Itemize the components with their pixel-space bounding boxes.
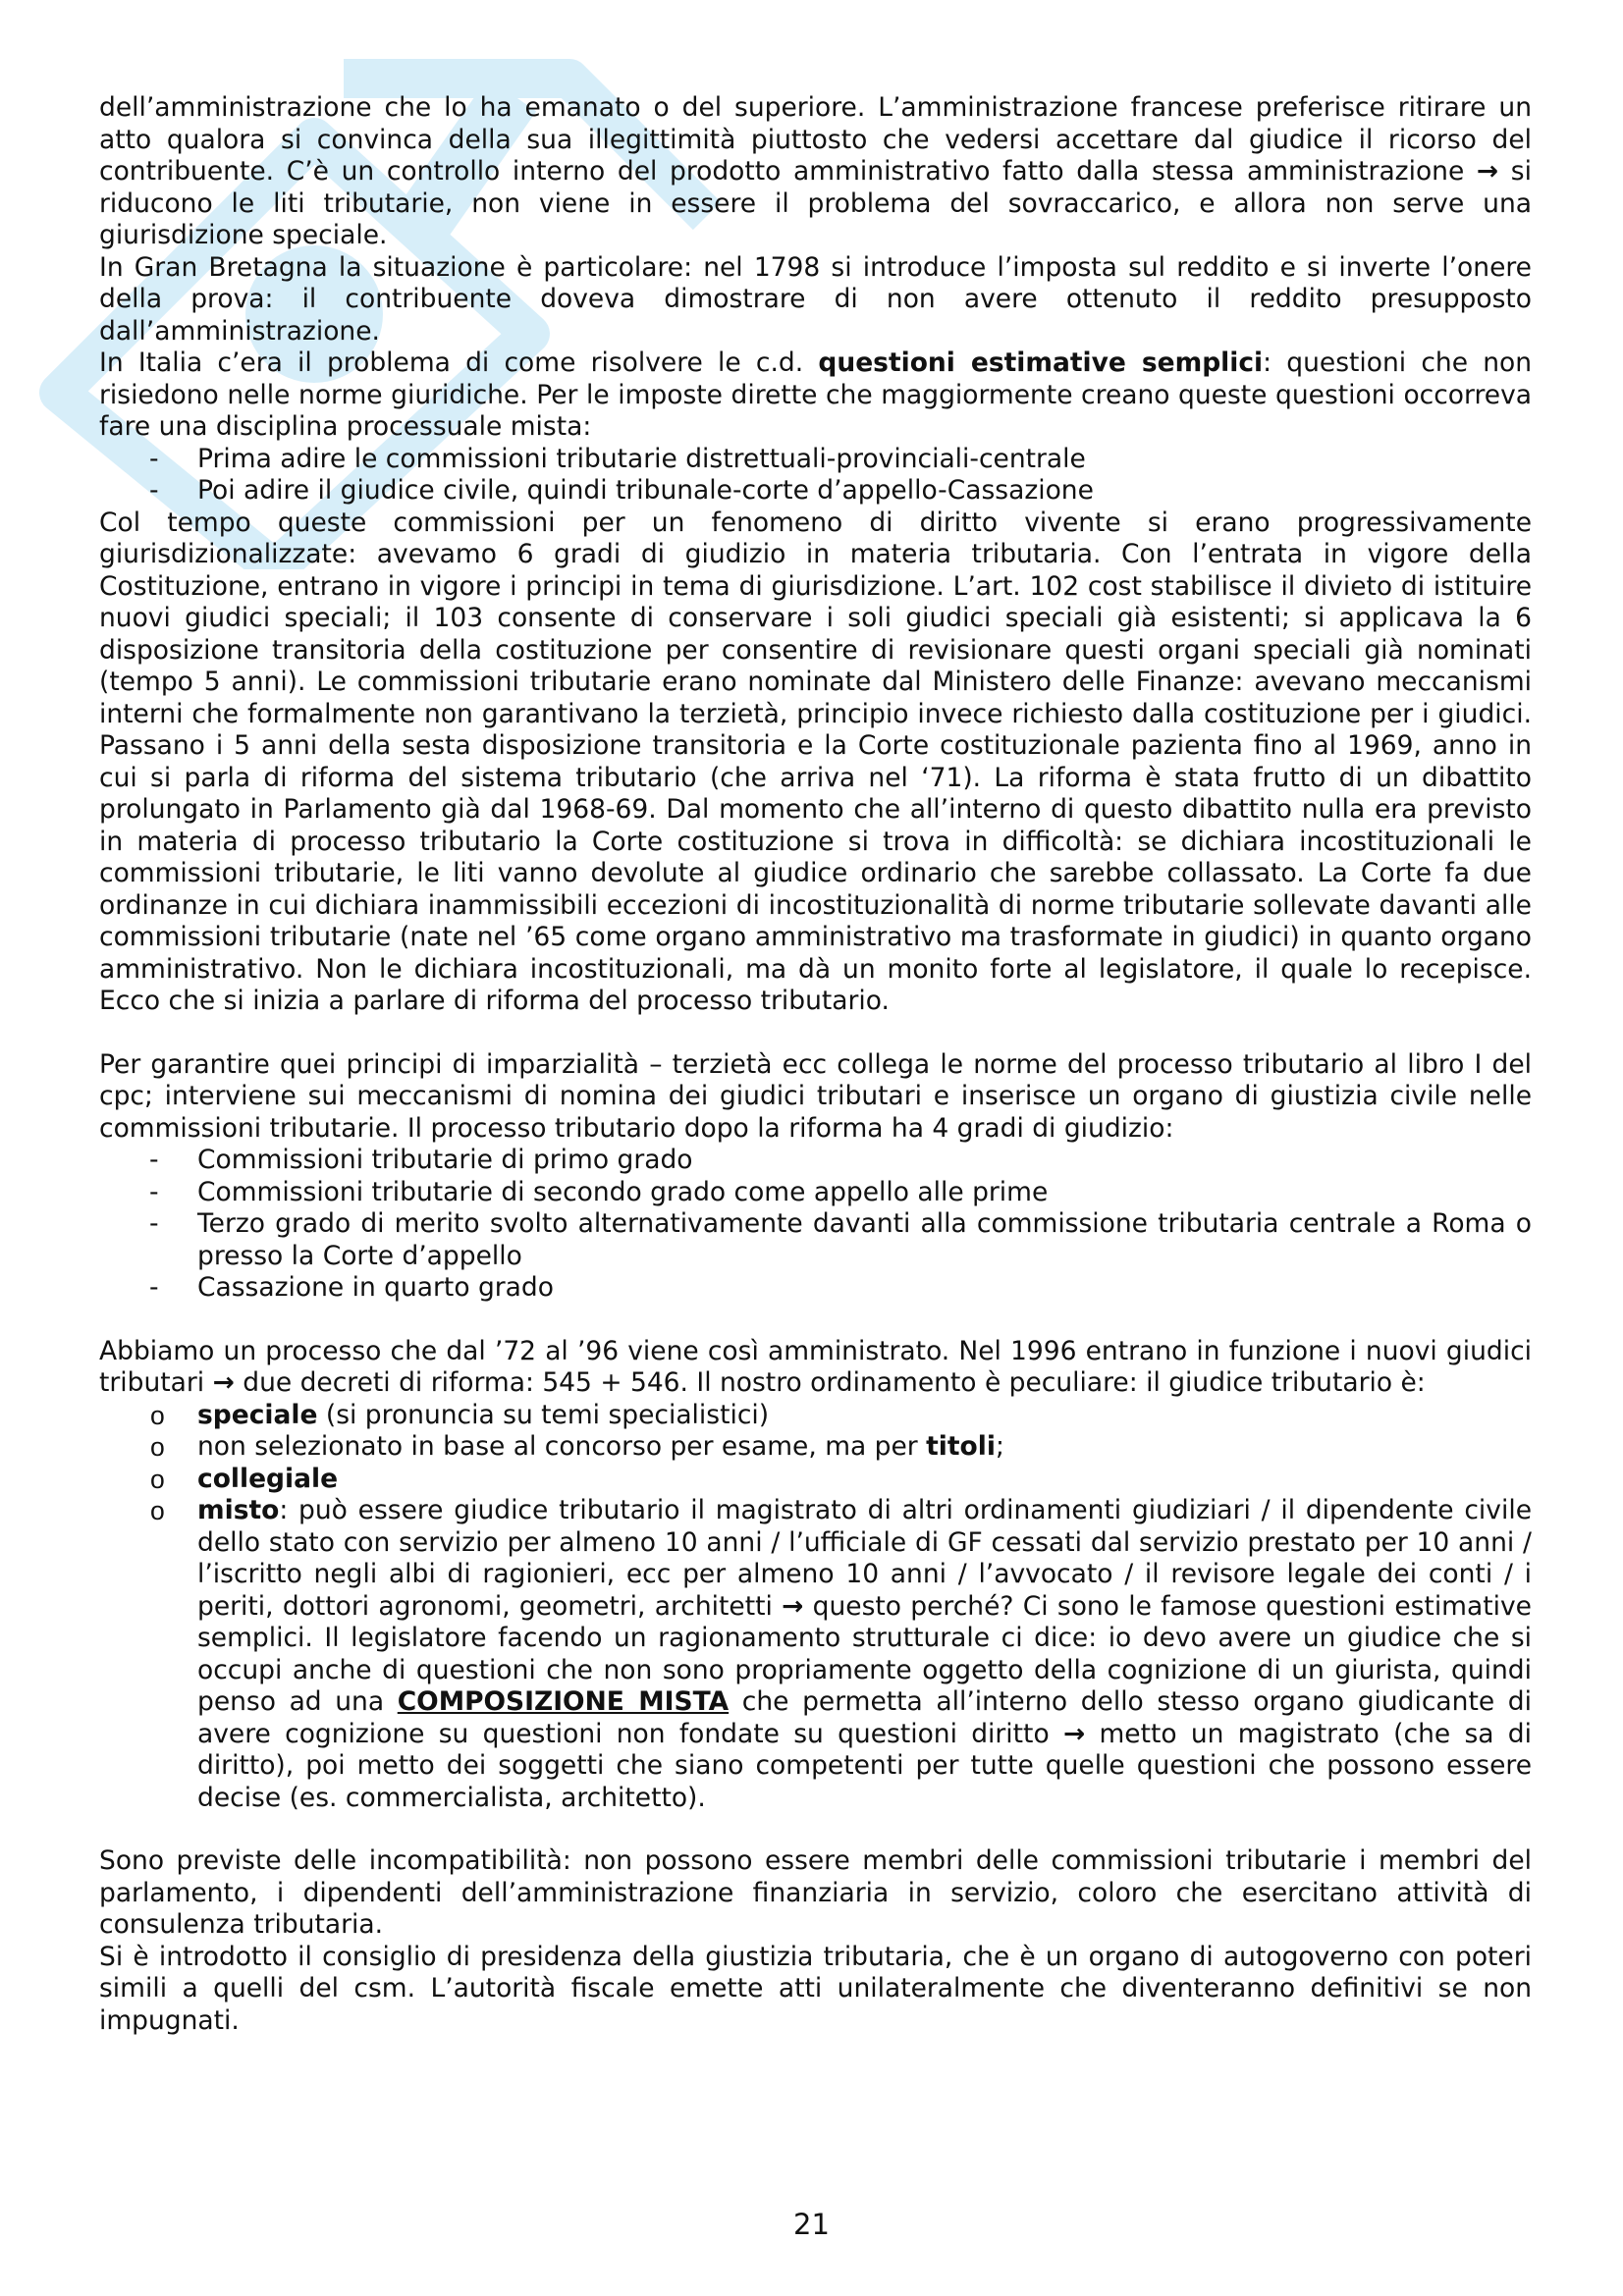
text-run: Abbiamo un processo che dal ’72 al ’96 viene così amministrato. Nel 1996 entrano in funzione i nuovi giudici tributari (99, 1335, 1532, 1398)
text-run: si riducono le liti tributarie, non viene in essere il problema del sovraccarico, e allora non serve una giurisdizione speciale. (99, 156, 1532, 250)
list-item (99, 1400, 1532, 1432)
paragraph-france (99, 92, 1532, 252)
arrow-right-icon: → (782, 1590, 804, 1622)
text-run: ; (995, 1431, 1004, 1462)
text-run: questo perché? Ci sono le famose questioni estimative semplici. Il legislatore facendo un ragionamento strutturale ci dice: io devo avere un giudice che si occupi anche di questioni che non sono propriamente oggetto della cognizione di un giurista, quindi penso ad una (197, 1590, 1532, 1717)
list-item: - Cassazione in quarto grado (99, 1272, 1532, 1305)
list-item (99, 1431, 1532, 1464)
paragraph-riforma: Per garantire quei principi di imparzialità – terzietà ecc collega le norme del processo tributario al libro I del cpc; interviene sui meccanismi di nomina dei giudici tributari e inserisce un organo di giustizia civile nelle commissioni tributarie. Il processo tributario dopo la riforma ha 4 gradi di giudizio: (99, 1048, 1532, 1144)
paragraph-incompatibilita: Sono previste delle incompatibilità: non possono essere membri delle commissioni tributarie i membri del parlamento, i dipendenti dell’amministrazione finanziaria in servizio, coloro che esercitano attività di consulenza tributaria. (99, 1845, 1532, 1940)
list-item: - Commissioni tributarie di primo grado (99, 1145, 1532, 1177)
text-run: metto un magistrato (che sa di diritto), poi metto dei soggetti che siano competenti per tutte quelle questioni che possono essere decise (es. commercialista, architetto). (197, 1718, 1532, 1813)
list-caratteristiche-giudice (99, 1400, 1532, 1815)
paragraph-italia (99, 347, 1532, 444)
list-item (99, 1464, 1532, 1496)
text-run: non selezionato in base al concorso per esame, ma per (197, 1431, 927, 1462)
text-run: : questioni che non risiedono nelle norme giuridiche. Per le imposte dirette che maggiormente creano queste questioni occorreva fare una disciplina processuale mista: (99, 347, 1533, 442)
list-item: - Terzo grado di merito svolto alternativamente davanti alla commissione tributaria centrale a Roma o presso la Corte d’appello (99, 1208, 1532, 1272)
list-item: - Poi adire il giudice civile, quindi tribunale-corte d’appello-Cassazione (99, 475, 1532, 507)
text-run: : può essere giudice tributario il magistrato di altri ordinamenti giudiziari / il dipendente civile dello stato con servizio per almeno 10 anni / l’ufficiale di GF cessati dal servizio prestato per 10 anni / l’iscritto negli albi di ragionieri, ecc per almeno 10 anni / l’avvocato / il revisore legale dei conti / i periti, dottori agronomi, geometri, architetti (197, 1495, 1532, 1622)
page-number: 21 (793, 2208, 830, 2241)
document-body (99, 92, 1532, 2037)
text-run: In Italia c’era il problema di come risolvere le c.d. (99, 347, 804, 378)
arrow-right-icon: → (212, 1367, 235, 1398)
bold-term: titoli (926, 1431, 996, 1462)
text-run: due decreti di riforma: 545 + 546. Il nostro ordinamento è peculiare: il giudice tributario è: (243, 1367, 1426, 1398)
list-item: - Commissioni tributarie di secondo grado come appello alle prime (99, 1177, 1532, 1209)
list-item (99, 1495, 1532, 1814)
bold-term: questioni estimative semplici (818, 347, 1264, 378)
list-item: - Prima adire le commissioni tributarie distrettuali-provinciali-centrale (99, 444, 1532, 476)
arrow-right-icon: → (1476, 156, 1499, 187)
bold-term: speciale (197, 1399, 318, 1430)
paragraph-consiglio-presidenza: Si è introdotto il consiglio di presidenza della giustizia tributaria, che è un organo di autogoverno con poteri simili a quelli del csm. L’autorità fiscale emette atti unilateralmente che diventeranno definitivi se non impugnati. (99, 1941, 1532, 2036)
list-gradi-giudizio (99, 1145, 1532, 1305)
underlined-term: COMPOSIZIONE MISTA (397, 1686, 730, 1717)
paragraph-storia-commissioni: Col tempo queste commissioni per un fenomeno di diritto vivente si erano progressivamente giurisdizionalizzate: avevamo 6 gradi di giudizio in materia tributaria. Con l’entrata in vigore della Costituzione, entrano in vigore i principi in tema di giurisdizione. L’art. 102 cost stabilisce il divieto di istituire nuovi giudici speciali; il 103 consente di conservare i soli giudici speciali già esistenti; si applicava la 6 disposizione transitoria della costituzione per consentire di revisionare questi organi speciali già nominati (tempo 5 anni). Le commissioni tributarie erano nominate dal Ministero delle Finanze: avevano meccanismi interni che formalmente non garantivano la terzietà, principio invece richiesto dalla costituzione per i giudici. Passano i 5 anni della sesta disposizione transitoria e la Corte costituzionale pazienta fino al 1969, anno in cui si parla di riforma del sistema tributario (che arriva nel ‘71). La riforma è stata frutto di un dibattito prolungato in Parlamento già dal 1968-69. Dal momento che all’interno di questo dibattito nulla era previsto in materia di processo tributario la Corte costituzione si trova in difficoltà: se dichiara incostituzionali le commissioni tributarie, le liti vanno devolute al giudice ordinario che sarebbe collassato. La Corte fa due ordinanze in cui dichiara inammissibili eccezioni di incostituzionalità di norme tributarie sollevate davanti alle commissioni tributarie (nate nel ’65 come organo amministrativo ma trasformate in giudici) in quanto organo amministrativo. Non le dichiara incostituzionali, ma dà un monito forte al legislatore, il quale lo recepisce. Ecco che si inizia a parlare di riforma del processo tributario. (99, 507, 1532, 1016)
bold-term: misto (197, 1495, 280, 1525)
text-run: (si pronuncia su temi specialistici) (317, 1399, 770, 1430)
bold-term: collegiale (197, 1463, 339, 1494)
list-disciplina-mista (99, 444, 1532, 507)
paragraph-gran-bretagna: In Gran Bretagna la situazione è particolare: nel 1798 si introduce l’imposta sul reddito e si inverte l’onere della prova: il contribuente doveva dimostrare di non avere ottenuto il reddito presupposto dall’amministrazione. (99, 251, 1532, 347)
paragraph-giudice-tributario (99, 1336, 1532, 1400)
text-run: che permetta all’interno dello stesso organo giudicante di avere cognizione su questioni non fondate su questioni diritto (197, 1686, 1532, 1749)
arrow-right-icon: → (1062, 1718, 1086, 1749)
text-run: dell’amministrazione che lo ha emanato o del superiore. L’amministrazione francese preferisce ritirare un atto qualora si convinca della sua illegittimità piuttosto che vedersi accettare dal giudice il ricorso del contribuente. C’è un controllo interno del prodotto amministrativo fatto dalla stessa amministrazione (99, 92, 1532, 187)
